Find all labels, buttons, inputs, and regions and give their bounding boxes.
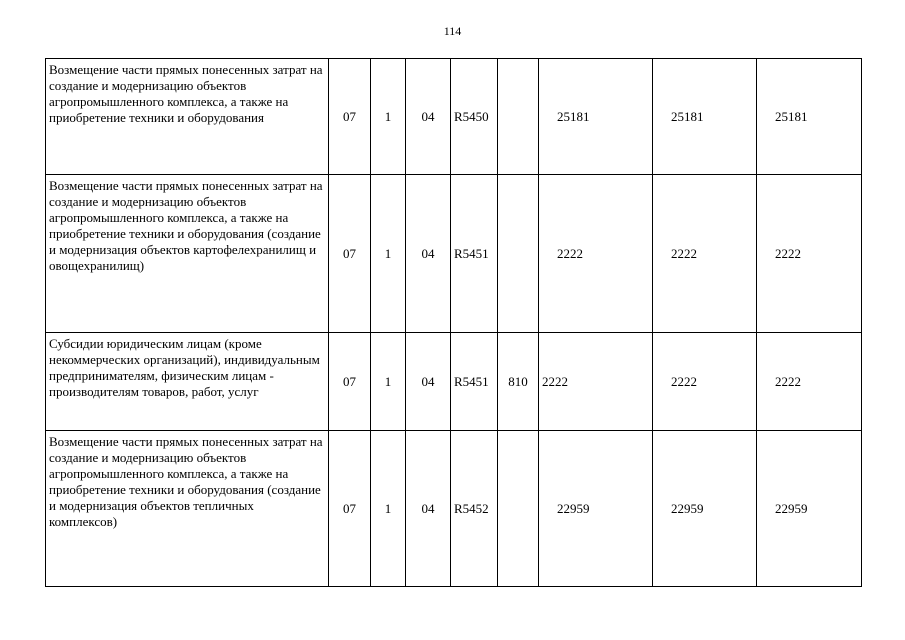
row-code: R5450 [451, 59, 498, 175]
row-code: R5451 [451, 333, 498, 431]
row-code: R5452 [451, 431, 498, 587]
row-program: 1 [371, 333, 406, 431]
row-program: 1 [371, 175, 406, 333]
row-section: 07 [329, 333, 371, 431]
row-code: R5451 [451, 175, 498, 333]
row-amount-1: 22959 [539, 431, 653, 587]
row-expense-type [498, 431, 539, 587]
row-subprogram: 04 [406, 431, 451, 587]
row-amount-2: 2222 [653, 175, 757, 333]
row-amount-1: 25181 [539, 59, 653, 175]
row-subprogram: 04 [406, 175, 451, 333]
row-name: Субсидии юридическим лицам (кроме некоммерческих организаций), индивидуальным предпринимателям, физическим лицам - производителям товаров, работ, услуг [46, 333, 329, 431]
row-amount-2: 22959 [653, 431, 757, 587]
row-amount-1: 2222 [539, 175, 653, 333]
row-name: Возмещение части прямых понесенных затрат на создание и модернизацию объектов агропромышленного комплекса, а также на приобретение техники и оборудования (создание и модернизация объектов картофелехранилищ и овощехранилищ) [46, 175, 329, 333]
row-expense-type [498, 175, 539, 333]
row-subprogram: 04 [406, 333, 451, 431]
row-name: Возмещение части прямых понесенных затрат на создание и модернизацию объектов агропромышленного комплекса, а также на приобретение техники и оборудования (создание и модернизация объектов тепличных комплексов) [46, 431, 329, 587]
row-program: 1 [371, 59, 406, 175]
row-amount-3: 22959 [757, 431, 862, 587]
row-section: 07 [329, 431, 371, 587]
row-amount-3: 2222 [757, 175, 862, 333]
table-row [46, 333, 862, 431]
row-expense-type [498, 59, 539, 175]
row-amount-1: 2222 [539, 333, 653, 431]
row-expense-type: 810 [498, 333, 539, 431]
table-row [46, 59, 862, 175]
row-amount-3: 2222 [757, 333, 862, 431]
row-amount-3: 25181 [757, 59, 862, 175]
table-row [46, 175, 862, 333]
page-number: 114 [443, 24, 462, 38]
table-row [46, 431, 862, 587]
row-section: 07 [329, 59, 371, 175]
row-name: Возмещение части прямых понесенных затрат на создание и модернизацию объектов агропромышленного комплекса, а также на приобретение техники и оборудования [46, 59, 329, 175]
row-subprogram: 04 [406, 59, 451, 175]
row-amount-2: 2222 [653, 333, 757, 431]
row-amount-2: 25181 [653, 59, 757, 175]
row-section: 07 [329, 175, 371, 333]
row-program: 1 [371, 431, 406, 587]
budget-table [45, 58, 862, 587]
